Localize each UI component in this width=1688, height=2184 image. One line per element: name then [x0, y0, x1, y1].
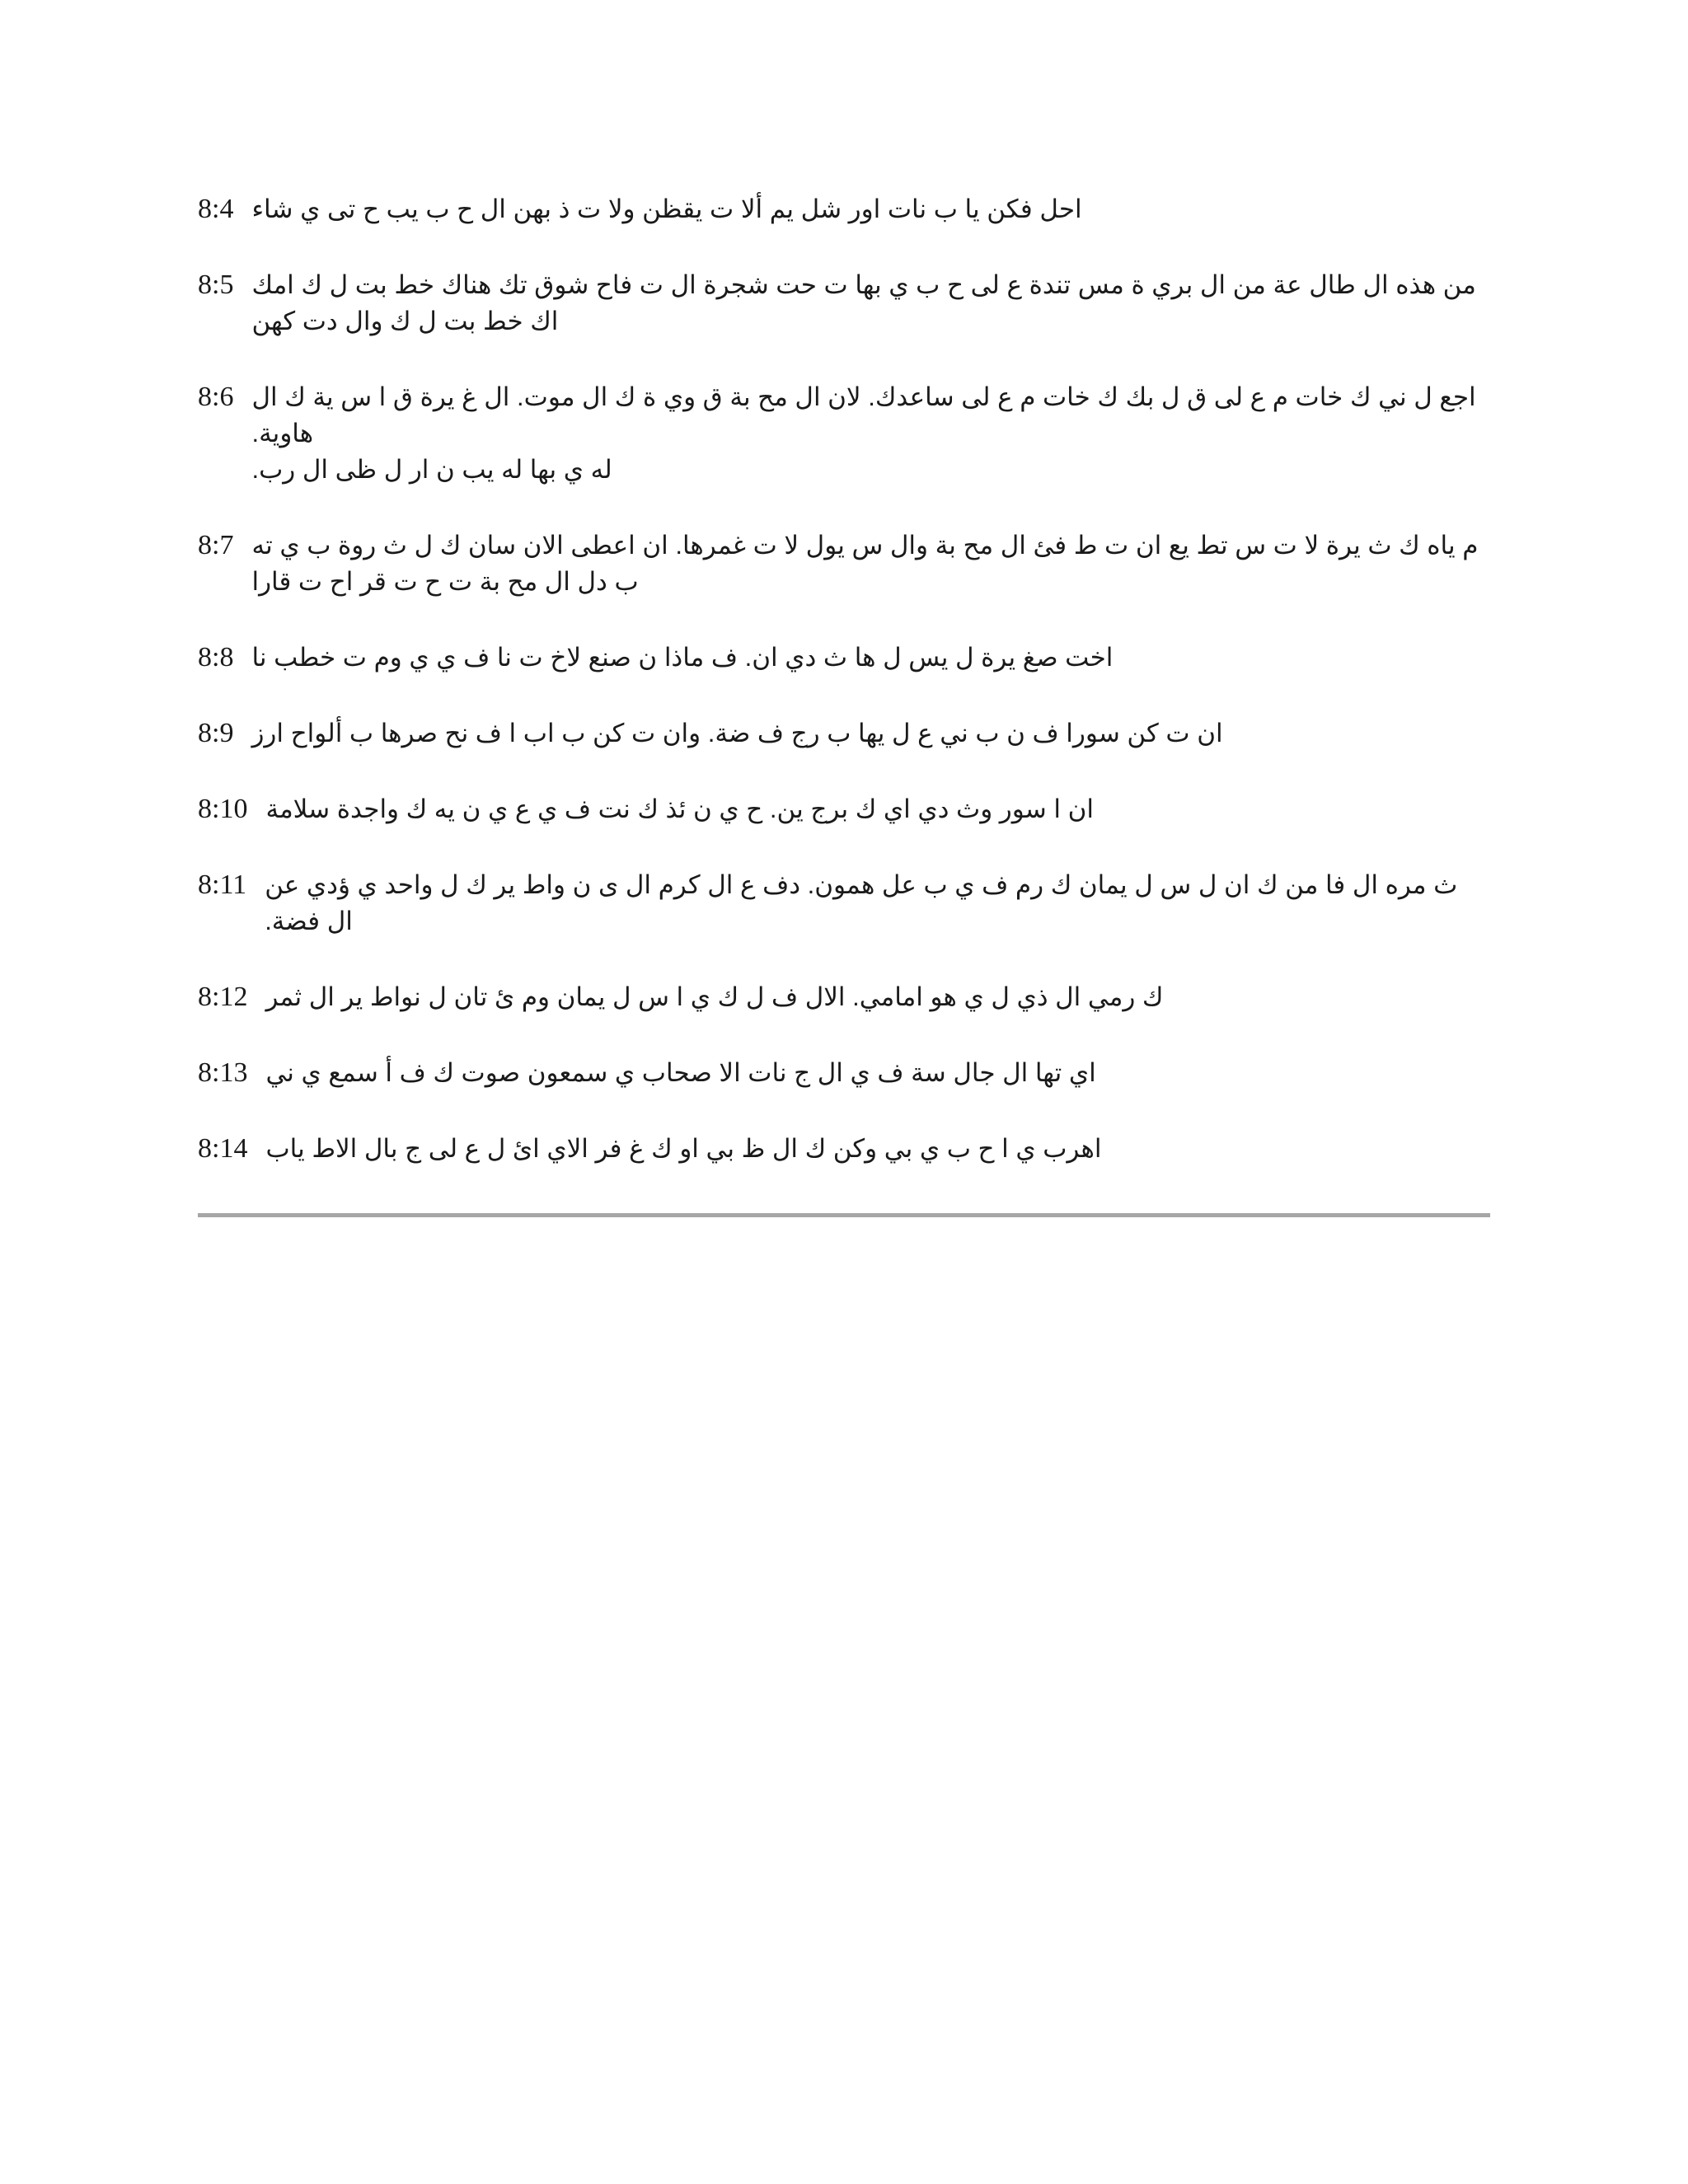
verse-reference: 8:10: [198, 794, 248, 824]
verse-reference: 8:8: [198, 642, 234, 673]
verse-line: من هذه ال طال عة من ال بري ة مس تندة ع لى ح ب ي بها ت حت شجرة ال ت فاح شوق تك هناك خط بت ل ك امك: [251, 270, 1476, 299]
verse-8-4: [198, 191, 1484, 227]
verse-8-13: [198, 1055, 1484, 1091]
verse-8-11: [198, 867, 1484, 940]
verse-line: احل فكن يا ب نات اور شل يم ألا ت يقظن ولا ت ذ بهن ال ح ب يب ح تى ي شاء: [251, 194, 1082, 223]
verse-line: اجع ل ني ك خات م ع لى ق ل بك ك خات م ع لى ساعدك. لان ال مح بة ق وي ة ك ال موت. ال غ يرة ق ا س ية ك ال هاوية.: [251, 382, 1476, 448]
verse-line: م ياه ك ث يرة لا ت س تط يع ان ت ط فئ ال مح بة وال س يول لا ت غمرها. ان اعطى الان سان ك ل ث روة ب ي ته: [251, 531, 1479, 560]
verse-reference: 8:7: [198, 530, 234, 560]
verse-reference: 8:6: [198, 382, 234, 412]
verse-reference: 8:14: [198, 1133, 248, 1164]
verse-line: ال فضة.: [265, 907, 353, 935]
verse-body: [265, 1055, 1095, 1091]
verse-line: ك رمي ال ذي ل ي هو امامي. الال ف ل ك ي ا س ل يمان وم ئ تان ل نواط ير ال ثمر: [265, 982, 1164, 1011]
verse-line: ان ت كن سورا ف ن ب ني ع ل يها ب رج ف ضة. وان ت كن ب اب ا ف نح صرها ب ألواح ارز: [251, 719, 1223, 748]
verse-line: اخت صغ يرة ل يس ل ها ث دي ان. ف ماذا ن صنع لاخ ت نا ف ي ي وم ت خطب نا: [251, 643, 1114, 672]
verse-8-5: [198, 267, 1484, 340]
verse-body: [251, 267, 1475, 340]
verse-body: [251, 715, 1222, 752]
verse-body: [251, 527, 1478, 600]
verse-8-9: [198, 715, 1484, 752]
horizontal-divider: [198, 1213, 1490, 1217]
verse-8-6: [198, 379, 1484, 488]
verse-line: اي تها ال جال سة ف ي ال ج نات الا صحاب ي سمعون صوت ك ف أ سمع ي ني: [265, 1058, 1096, 1087]
verse-line: ب دل ال مح بة ت ح ت قر اح ت قارا: [251, 567, 639, 596]
verse-8-10: [198, 791, 1484, 827]
verse-line: ث مره ال فا من ك ان ل س ل يمان ك رم ف ي ب عل همون. دف ع ال كرم ال ى ن واط ير ك ل واحد ي ؤدي عن: [265, 870, 1458, 899]
verse-line: ان ا سور وث دي اي ك برج ين. ح ي ن ئذ ك نت ف ي ع ي ن يه ك واجدة سلامة: [265, 794, 1094, 823]
verse-line: له ي بها له يب ن ار ل ظى ال رب.: [251, 455, 612, 484]
verse-body: [265, 791, 1094, 827]
verse-body: [265, 1131, 1101, 1167]
verse-body: [265, 979, 1163, 1015]
verse-reference: 8:12: [198, 982, 248, 1012]
verse-body: [251, 640, 1113, 676]
verse-reference: 8:11: [198, 869, 247, 900]
verse-8-7: [198, 527, 1484, 600]
verse-8-12: [198, 979, 1484, 1015]
verse-list: [198, 191, 1484, 1207]
verse-8-8: [198, 640, 1484, 676]
verse-reference: 8:5: [198, 269, 234, 300]
verse-body: [251, 191, 1081, 227]
verse-body: [251, 379, 1484, 488]
verse-reference: 8:13: [198, 1057, 248, 1088]
verse-body: [265, 867, 1457, 940]
verse-reference: 8:4: [198, 194, 234, 224]
verse-line: اهرب ي ا ح ب ي بي وكن ك ال ظ بي او ك غ فر الاي ائ ل ع لى ج بال الاط ياب: [265, 1134, 1102, 1163]
verse-8-14: [198, 1131, 1484, 1167]
verse-line: اك خط بت ل ك وال دت كهن: [251, 307, 559, 335]
verse-reference: 8:9: [198, 718, 234, 748]
